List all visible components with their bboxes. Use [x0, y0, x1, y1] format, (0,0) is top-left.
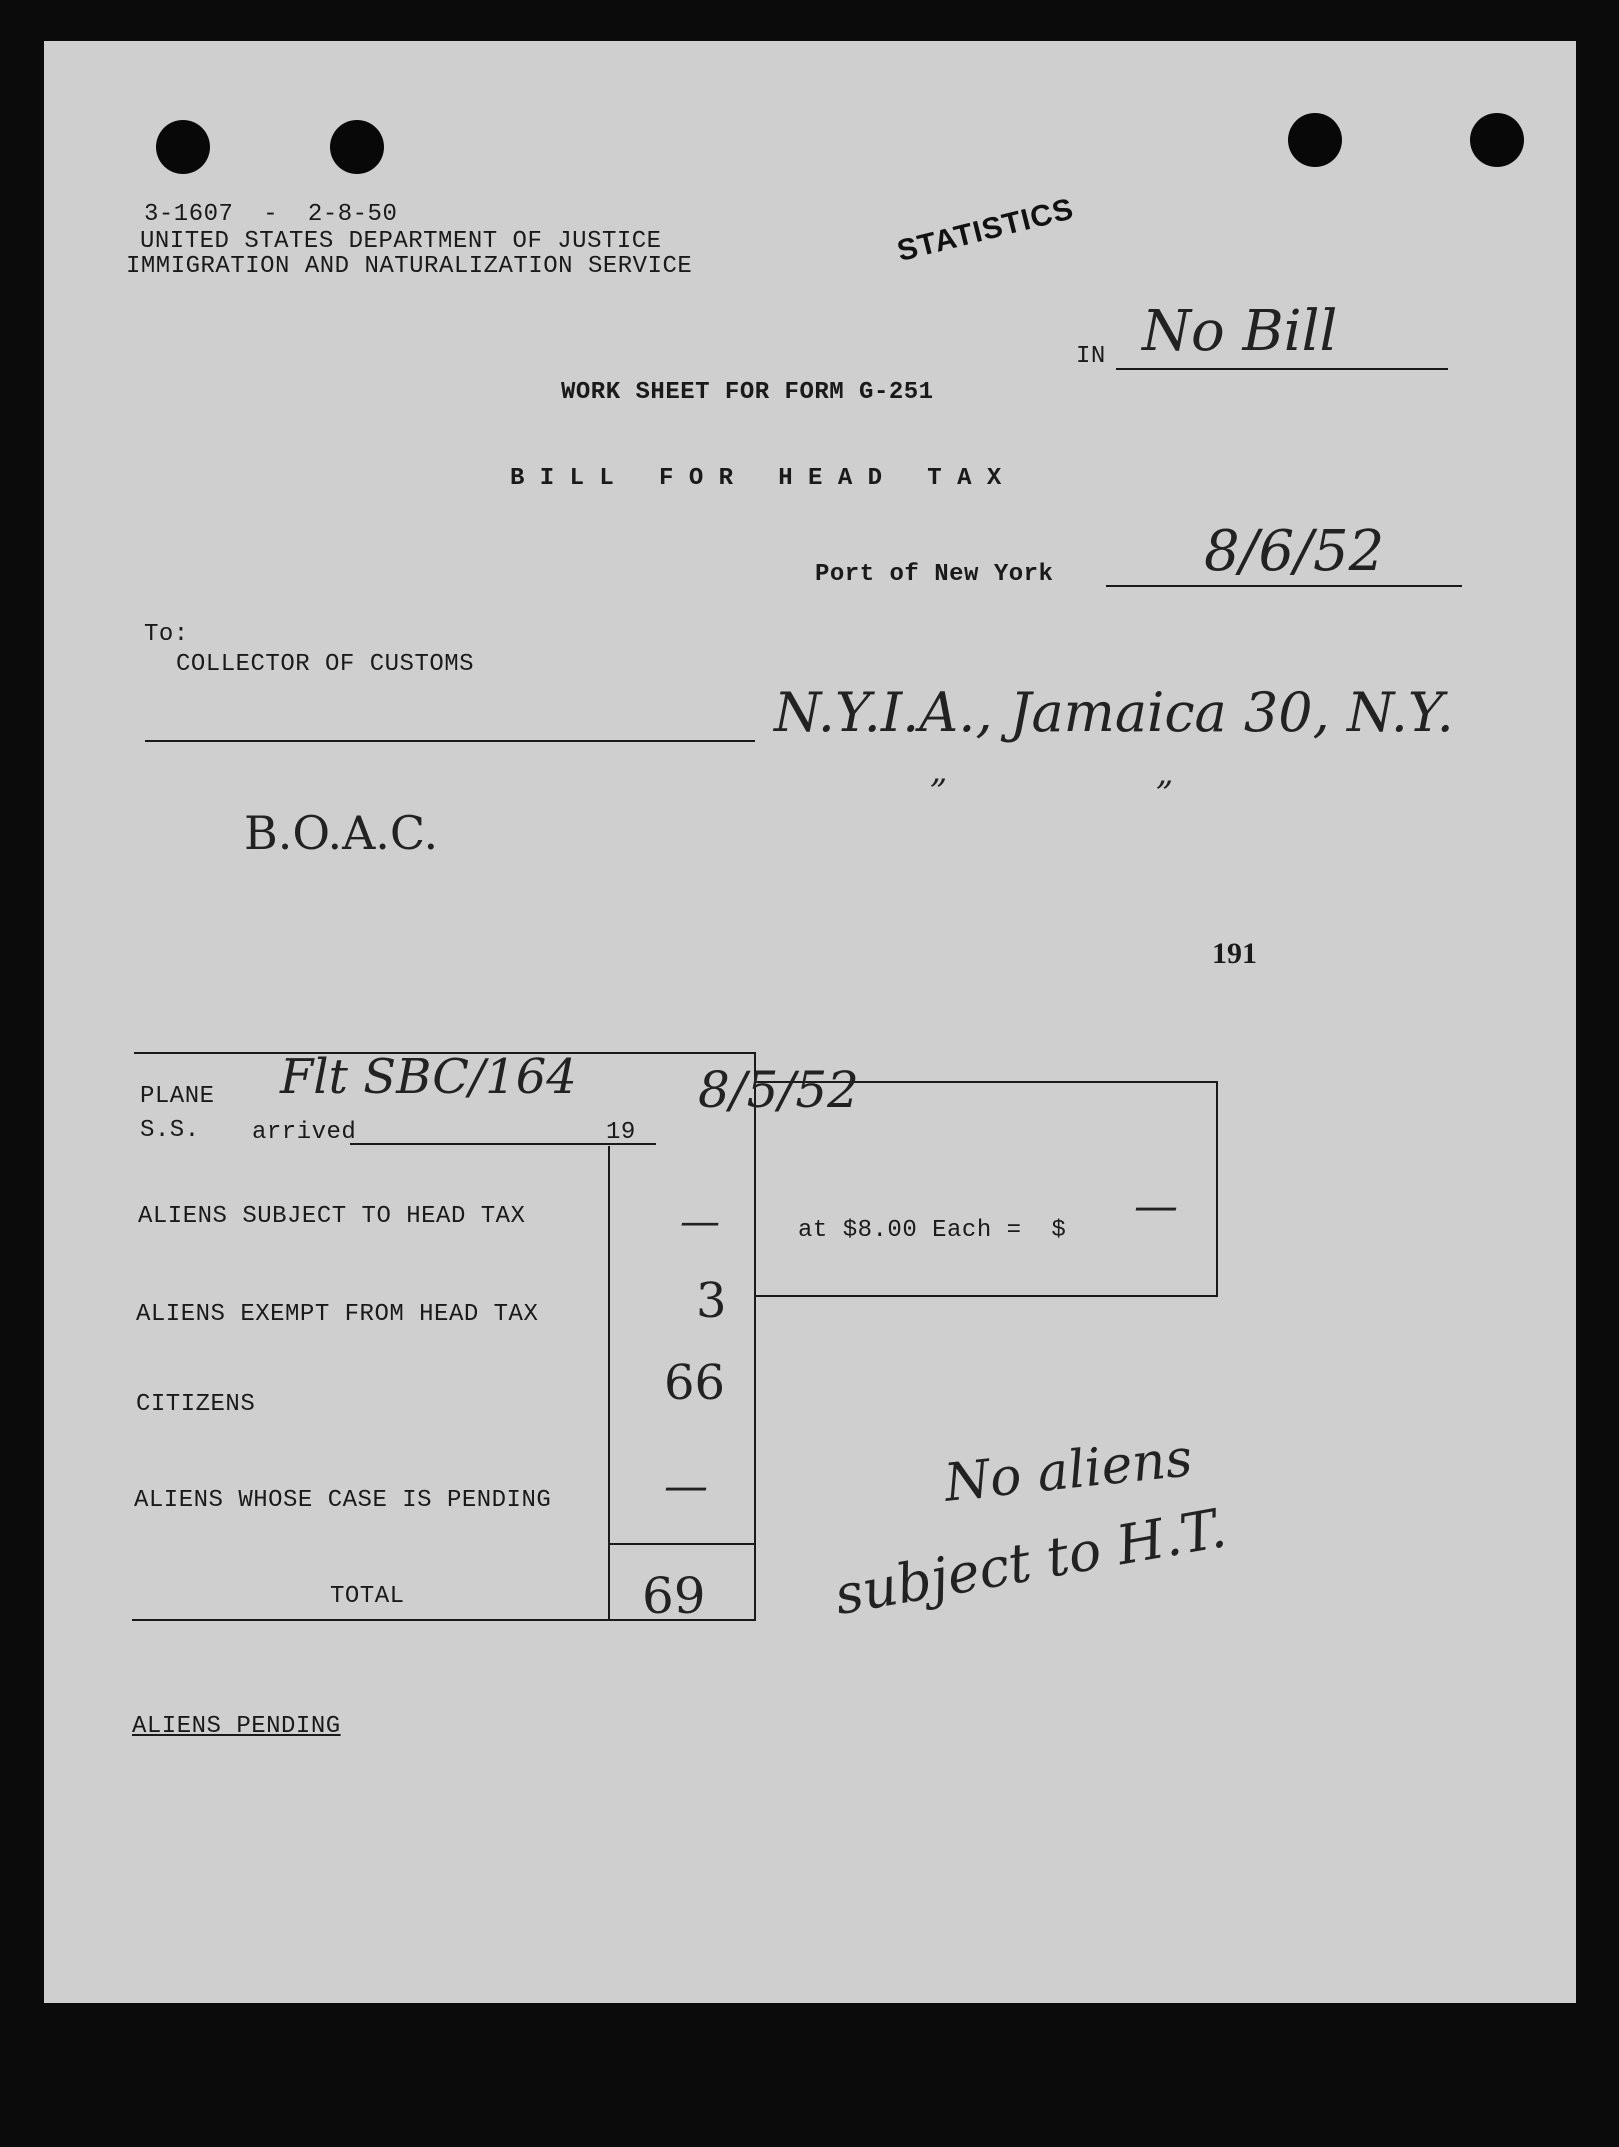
row-label-subject: ALIENS SUBJECT TO HEAD TAX [138, 1203, 526, 1230]
form-code: 3-1607 - 2-8-50 [144, 201, 398, 228]
punch-hole-2 [330, 120, 384, 174]
sheet-number: 191 [1212, 937, 1257, 970]
in-underline [1116, 368, 1448, 370]
location-handwritten: N.Y.I.A., Jamaica 30, N.Y. [774, 681, 1454, 744]
in-value-handwritten: No Bill [1142, 299, 1338, 364]
year-prefix: 19 [606, 1119, 636, 1146]
department-name: UNITED STATES DEPARTMENT OF JUSTICE [140, 228, 662, 255]
port-date-handwritten: 8/6/52 [1204, 519, 1385, 584]
arrival-date-handwritten: 8/5/52 [698, 1061, 859, 1119]
ss-label: S.S. [140, 1117, 200, 1144]
note-line-1: No aliens [941, 1428, 1196, 1514]
total-value-handwritten: 69 [642, 1567, 706, 1625]
statistics-stamp: STATISTICS [894, 192, 1078, 269]
row-label-citizens: CITIZENS [136, 1391, 256, 1418]
in-label: IN [1076, 343, 1106, 370]
row-value-pending: — [664, 1461, 708, 1512]
document-page [44, 41, 1576, 2003]
ditto-mark-1: „ [930, 751, 948, 791]
to-collector: COLLECTOR OF CUSTOMS [176, 651, 475, 678]
row-value-exempt: 3 [696, 1273, 727, 1329]
value-column-right [754, 1052, 756, 1620]
ditto-mark-2: „ [1156, 753, 1174, 793]
rate-label: at $8.00 Each = $ [798, 1217, 1067, 1244]
punch-hole-1 [156, 120, 210, 174]
value-column-left [608, 1146, 610, 1620]
rate-box-bottom [755, 1295, 1217, 1297]
plane-label: PLANE [140, 1083, 215, 1110]
punch-hole-4 [1470, 113, 1524, 167]
row-value-subject: — [680, 1199, 720, 1245]
total-label: TOTAL [330, 1583, 405, 1610]
port-underline [1106, 585, 1462, 587]
arrived-label: arrived [252, 1119, 357, 1146]
total-top-rule [608, 1543, 756, 1545]
row-label-exempt: ALIENS EXEMPT FROM HEAD TAX [136, 1301, 539, 1328]
address-underline [145, 740, 755, 742]
rate-box-right [1216, 1081, 1218, 1297]
punch-hole-3 [1288, 113, 1342, 167]
port-label: Port of New York [815, 561, 1054, 588]
form-title: WORK SHEET FOR FORM G-251 [561, 379, 934, 406]
rate-value-handwritten: — [1134, 1181, 1178, 1232]
arrived-underline [350, 1143, 640, 1145]
flight-handwritten: Flt SBC/164 [280, 1049, 577, 1105]
note-line-2: subject to H.T. [830, 1496, 1231, 1628]
row-value-citizens: 66 [664, 1355, 726, 1411]
row-label-pending: ALIENS WHOSE CASE IS PENDING [134, 1487, 552, 1514]
to-label: To: [144, 621, 189, 648]
airline-handwritten: B.O.A.C. [244, 806, 439, 860]
service-name: IMMIGRATION AND NATURALIZATION SERVICE [126, 253, 693, 280]
aliens-pending-label: ALIENS PENDING [132, 1713, 341, 1740]
bill-title: B I L L F O R H E A D T A X [510, 465, 1002, 492]
